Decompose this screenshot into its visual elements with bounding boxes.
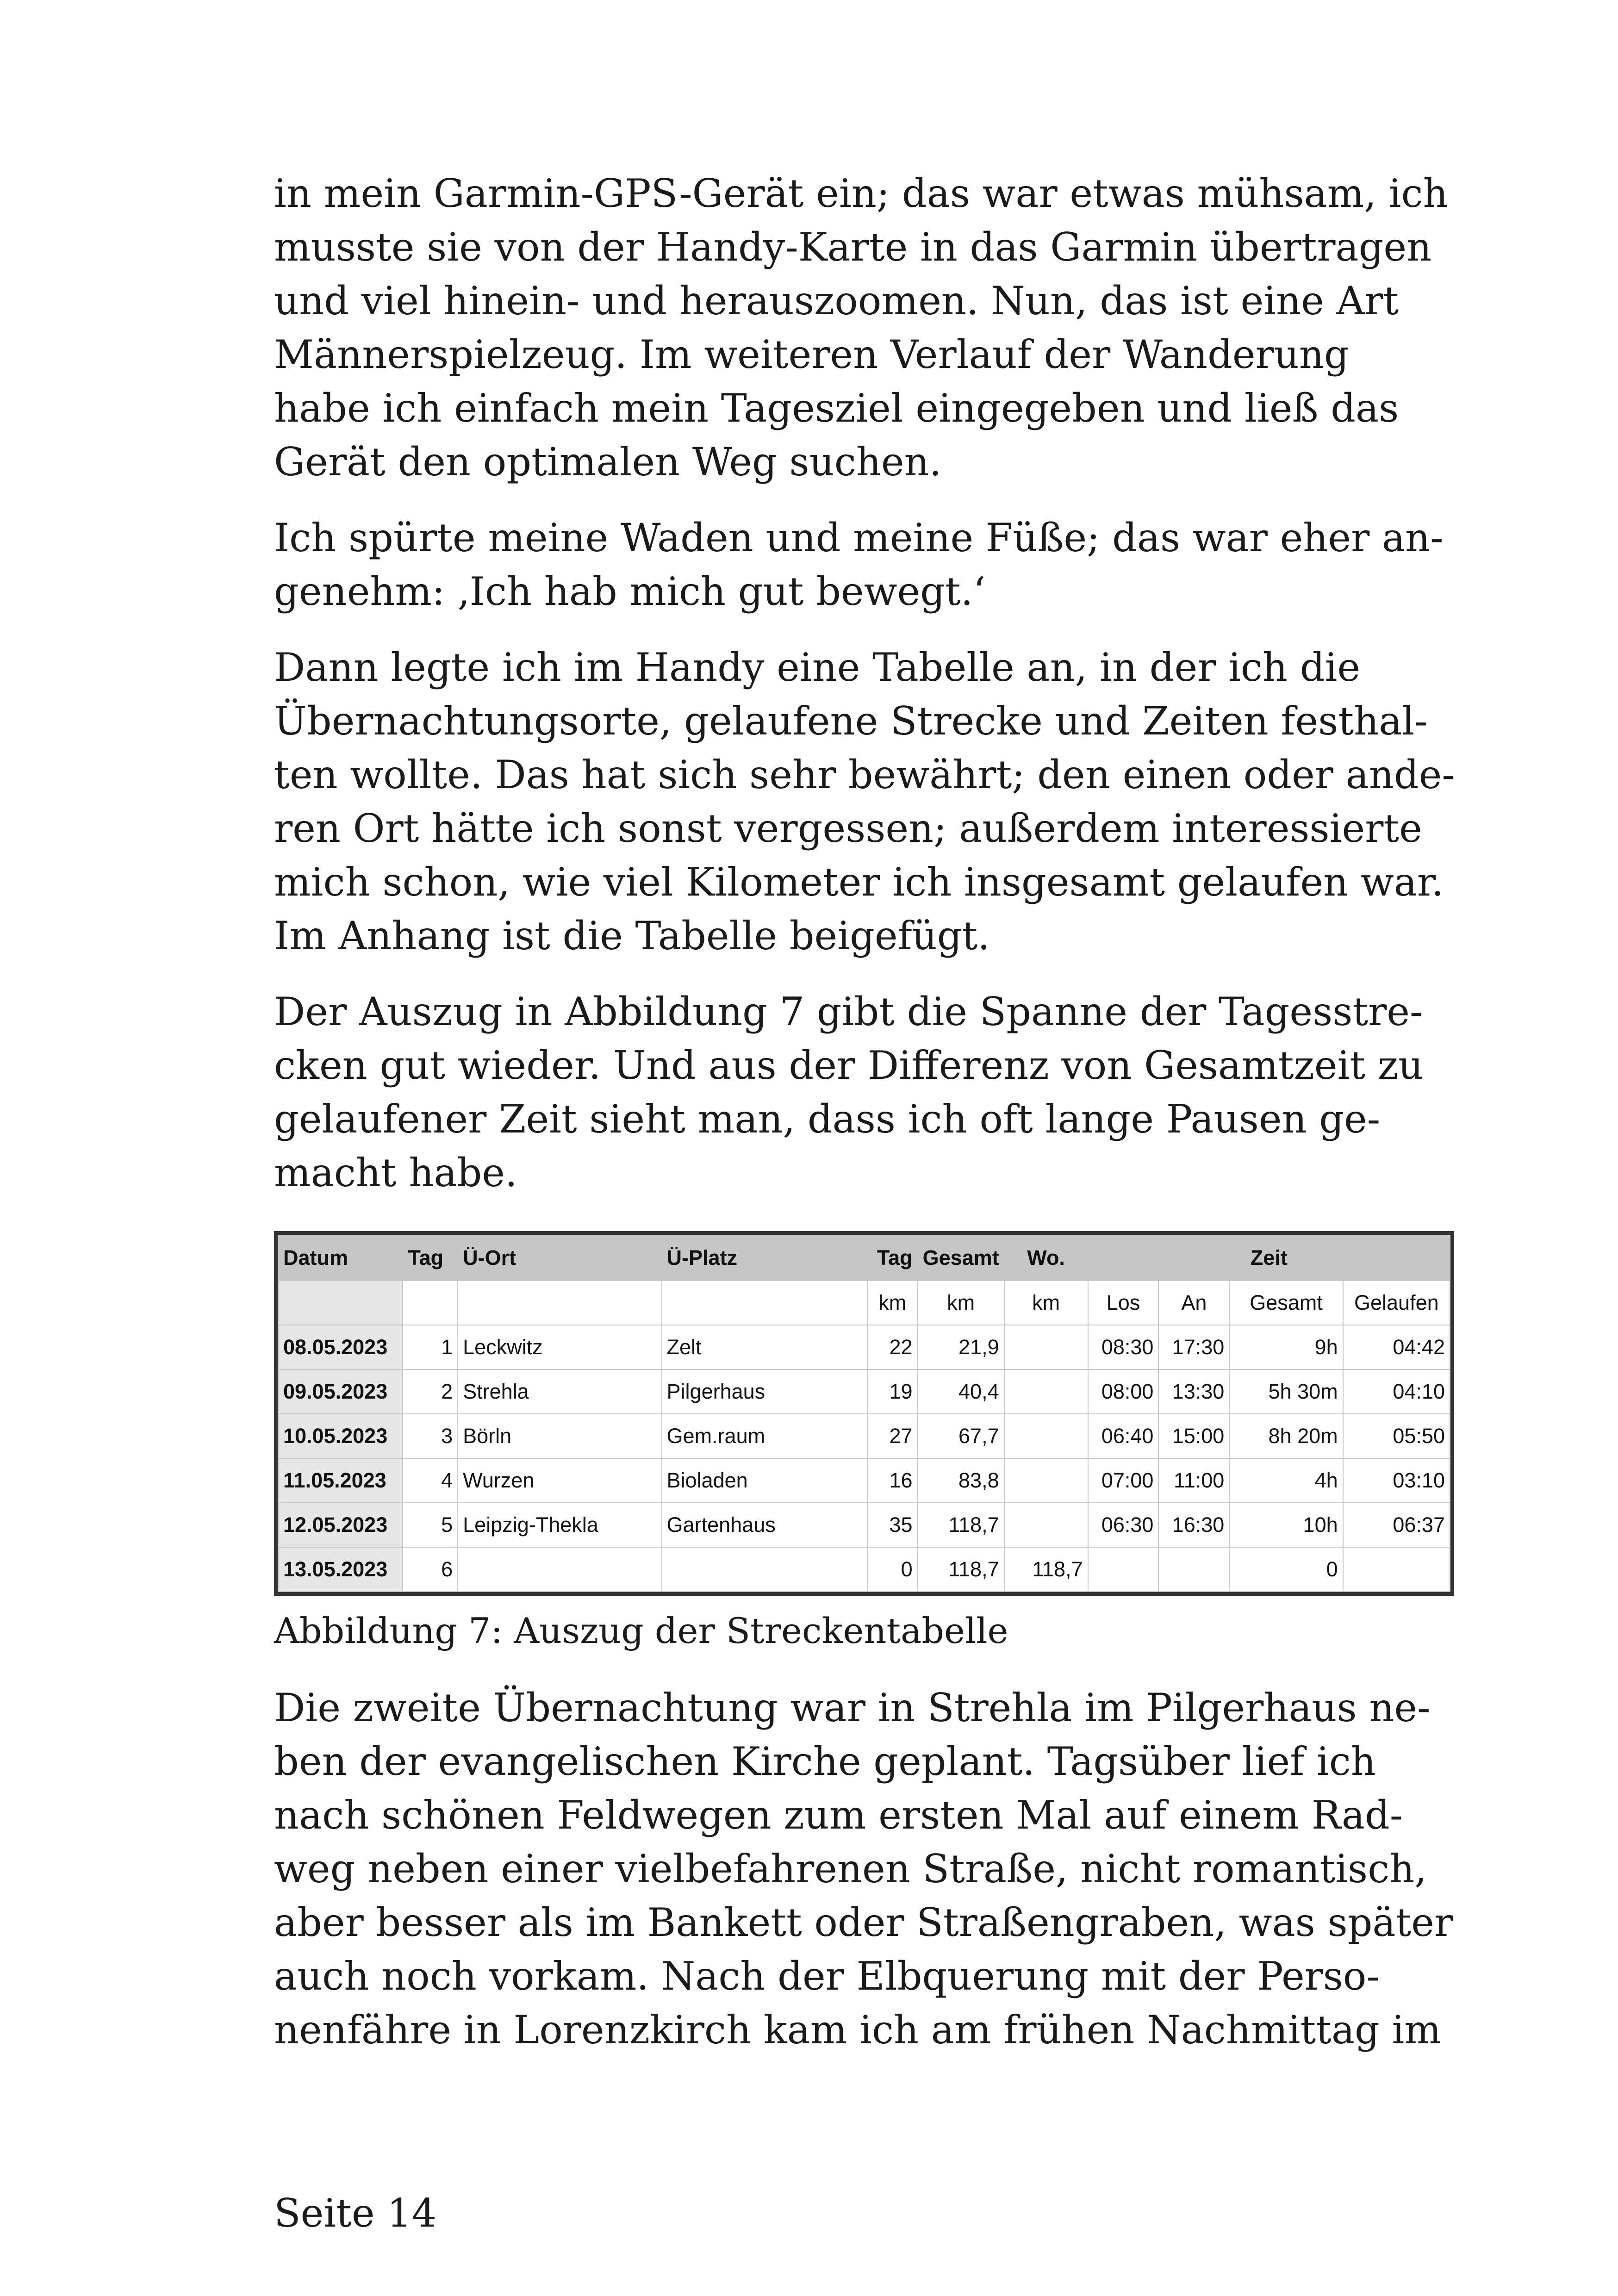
cell-tag: 1 — [403, 1325, 458, 1369]
cell-tag: 2 — [403, 1369, 458, 1414]
cell-u-ort: Leipzig-Thekla — [458, 1503, 661, 1547]
text-line: nenfähre in Lorenzkirch kam ich am frühen Nachmittag im — [274, 2007, 1442, 2053]
cell-an — [1158, 1547, 1229, 1592]
cell-los: 06:30 — [1088, 1503, 1159, 1547]
cell-gelaufen: 03:10 — [1343, 1458, 1450, 1503]
text-line: Der Auszug in Abbildung 7 gibt die Spanne der Tagesstre- — [274, 989, 1423, 1034]
cell-u-platz: Pilgerhaus — [662, 1369, 867, 1414]
unit-cell-empty — [278, 1281, 403, 1325]
cell-gelaufen: 04:10 — [1343, 1369, 1450, 1414]
cell-gelaufen: 06:37 — [1343, 1503, 1450, 1547]
text-line: habe ich einfach mein Tagesziel eingegeben und ließ das — [274, 386, 1399, 431]
cell-u-ort: Leckwitz — [458, 1325, 661, 1369]
text-line: Übernachtungsorte, gelaufene Strecke und Zeiten festhal- — [274, 698, 1428, 744]
cell-datum: 11.05.2023 — [278, 1458, 403, 1503]
cell-u-ort: Börln — [458, 1414, 661, 1458]
cell-gesamt-zeit: 0 — [1229, 1547, 1343, 1592]
text-line: auch noch vorkam. Nach der Elbquerung mit der Perso- — [274, 1954, 1380, 1999]
header-datum: Datum — [278, 1235, 403, 1281]
text-line: ten wollte. Das hat sich sehr bewährt; den einen oder ande- — [274, 752, 1455, 797]
unit-an: An — [1158, 1281, 1229, 1325]
cell-u-platz: Gem.raum — [662, 1414, 867, 1458]
text-line: Männerspielzeug. Im weiteren Verlauf der Wanderung — [274, 332, 1349, 377]
header-wo: Wo. — [1004, 1235, 1088, 1281]
header-tag-km: Tag — [867, 1235, 918, 1281]
table-row — [278, 1547, 1450, 1592]
cell-tag-km: 16 — [867, 1458, 918, 1503]
unit-gelaufen: Gelaufen — [1343, 1281, 1450, 1325]
header-tag: Tag — [403, 1235, 458, 1281]
text-line: genehm: ‚Ich hab mich gut bewegt.‘ — [274, 569, 986, 614]
paragraph-1 — [274, 167, 1448, 489]
unit-gesamt-km: km — [918, 1281, 1004, 1325]
route-table-figure — [274, 1231, 1454, 1596]
cell-gelaufen: 05:50 — [1343, 1414, 1450, 1458]
table-row — [278, 1325, 1450, 1369]
text-line: ren Ort hätte ich sonst vergessen; außerdem interessierte — [274, 806, 1422, 851]
header-zeit: Zeit — [1088, 1235, 1450, 1281]
table-row — [278, 1503, 1450, 1547]
cell-tag-km: 27 — [867, 1414, 918, 1458]
text-line: macht habe. — [274, 1150, 517, 1195]
cell-an: 15:00 — [1158, 1414, 1229, 1458]
cell-tag: 6 — [403, 1547, 458, 1592]
cell-gesamt-km: 40,4 — [918, 1369, 1004, 1414]
cell-gesamt-km: 83,8 — [918, 1458, 1004, 1503]
cell-u-ort — [458, 1547, 661, 1592]
text-line: weg neben einer vielbefahrenen Straße, nicht romantisch, — [274, 1846, 1427, 1892]
table-body — [278, 1281, 1450, 1592]
cell-u-ort: Wurzen — [458, 1458, 661, 1503]
cell-gesamt-zeit: 5h 30m — [1229, 1369, 1343, 1414]
text-line: gelaufener Zeit sieht man, dass ich oft lange Pausen ge- — [274, 1096, 1381, 1142]
table-row — [278, 1414, 1450, 1458]
cell-datum: 08.05.2023 — [278, 1325, 403, 1369]
cell-gesamt-km: 118,7 — [918, 1547, 1004, 1592]
text-line: musste sie von der Handy-Karte in das Garmin übertragen — [274, 224, 1432, 270]
cell-tag: 4 — [403, 1458, 458, 1503]
table-row — [278, 1369, 1450, 1414]
cell-tag-km: 19 — [867, 1369, 918, 1414]
cell-gesamt-zeit: 4h — [1229, 1458, 1343, 1503]
text-line: Ich spürte meine Waden und meine Füße; das war eher an- — [274, 515, 1444, 560]
unit-gesamt-zeit: Gesamt — [1229, 1281, 1343, 1325]
header-gesamt: Gesamt — [918, 1235, 1004, 1281]
text-line: mich schon, wie viel Kilometer ich insgesamt gelaufen war. — [274, 859, 1444, 905]
cell-an: 17:30 — [1158, 1325, 1229, 1369]
cell-gesamt-km: 21,9 — [918, 1325, 1004, 1369]
cell-an: 16:30 — [1158, 1503, 1229, 1547]
cell-wo-km — [1004, 1369, 1088, 1414]
text-line: nach schönen Feldwegen zum ersten Mal auf einem Rad- — [274, 1792, 1403, 1838]
cell-gesamt-zeit: 10h — [1229, 1503, 1343, 1547]
unit-los: Los — [1088, 1281, 1159, 1325]
text-line: Die zweite Übernachtung war in Strehla im Pilgerhaus ne- — [274, 1685, 1431, 1730]
table-row — [278, 1458, 1450, 1503]
cell-wo-km: 118,7 — [1004, 1547, 1088, 1592]
paragraph-4 — [274, 985, 1424, 1200]
cell-wo-km — [1004, 1458, 1088, 1503]
unit-cell-empty — [662, 1281, 867, 1325]
table-header-row — [278, 1235, 1450, 1281]
cell-tag-km: 35 — [867, 1503, 918, 1547]
cell-gelaufen: 04:42 — [1343, 1325, 1450, 1369]
cell-tag: 5 — [403, 1503, 458, 1547]
cell-los: 06:40 — [1088, 1414, 1159, 1458]
cell-u-platz — [662, 1547, 867, 1592]
cell-an: 13:30 — [1158, 1369, 1229, 1414]
unit-cell-empty — [403, 1281, 458, 1325]
header-u-ort: Ü-Ort — [458, 1235, 661, 1281]
cell-datum: 12.05.2023 — [278, 1503, 403, 1547]
cell-tag-km: 22 — [867, 1325, 918, 1369]
route-table — [278, 1235, 1450, 1592]
cell-gesamt-zeit: 8h 20m — [1229, 1414, 1343, 1458]
page-number: Seite 14 — [274, 2190, 437, 2236]
cell-datum: 13.05.2023 — [278, 1547, 403, 1592]
text-line: in mein Garmin-GPS-Gerät ein; das war etwas mühsam, ich — [274, 171, 1448, 216]
text-line: und viel hinein- und herauszoomen. Nun, das ist eine Art — [274, 278, 1399, 324]
unit-wo-km: km — [1004, 1281, 1088, 1325]
cell-wo-km — [1004, 1414, 1088, 1458]
text-line: cken gut wieder. Und aus der Differenz von Gesamtzeit zu — [274, 1043, 1424, 1088]
cell-wo-km — [1004, 1325, 1088, 1369]
cell-an: 11:00 — [1158, 1458, 1229, 1503]
cell-los — [1088, 1547, 1159, 1592]
cell-u-platz: Gartenhaus — [662, 1503, 867, 1547]
cell-tag: 3 — [403, 1414, 458, 1458]
text-line: ben der evangelischen Kirche geplant. Tagsüber lief ich — [274, 1739, 1376, 1784]
cell-gelaufen — [1343, 1547, 1450, 1592]
page-body — [274, 167, 1455, 2079]
figure-caption: Abbildung 7: Auszug der Streckentabelle — [274, 1610, 1008, 1651]
paragraph-3 — [274, 641, 1455, 963]
text-line: Dann legte ich im Handy eine Tabelle an, in der ich die — [274, 645, 1361, 690]
table-units-row — [278, 1281, 1450, 1325]
cell-u-ort: Strehla — [458, 1369, 661, 1414]
text-line: Gerät den optimalen Weg suchen. — [274, 439, 942, 485]
header-u-platz: Ü-Platz — [662, 1235, 867, 1281]
cell-los: 08:00 — [1088, 1369, 1159, 1414]
cell-tag-km: 0 — [867, 1547, 918, 1592]
text-line: aber besser als im Bankett oder Straßengraben, was später — [274, 1900, 1453, 1945]
paragraph-2 — [274, 511, 1444, 618]
cell-los: 07:00 — [1088, 1458, 1159, 1503]
cell-wo-km — [1004, 1503, 1088, 1547]
cell-los: 08:30 — [1088, 1325, 1159, 1369]
unit-tag-km: km — [867, 1281, 918, 1325]
paragraph-5 — [274, 1681, 1453, 2057]
text-line: Im Anhang ist die Tabelle beigefügt. — [274, 913, 990, 958]
cell-u-platz: Bioladen — [662, 1458, 867, 1503]
cell-gesamt-km: 118,7 — [918, 1503, 1004, 1547]
unit-cell-empty — [458, 1281, 661, 1325]
cell-gesamt-zeit: 9h — [1229, 1325, 1343, 1369]
cell-datum: 09.05.2023 — [278, 1369, 403, 1414]
cell-datum: 10.05.2023 — [278, 1414, 403, 1458]
cell-u-platz: Zelt — [662, 1325, 867, 1369]
cell-gesamt-km: 67,7 — [918, 1414, 1004, 1458]
